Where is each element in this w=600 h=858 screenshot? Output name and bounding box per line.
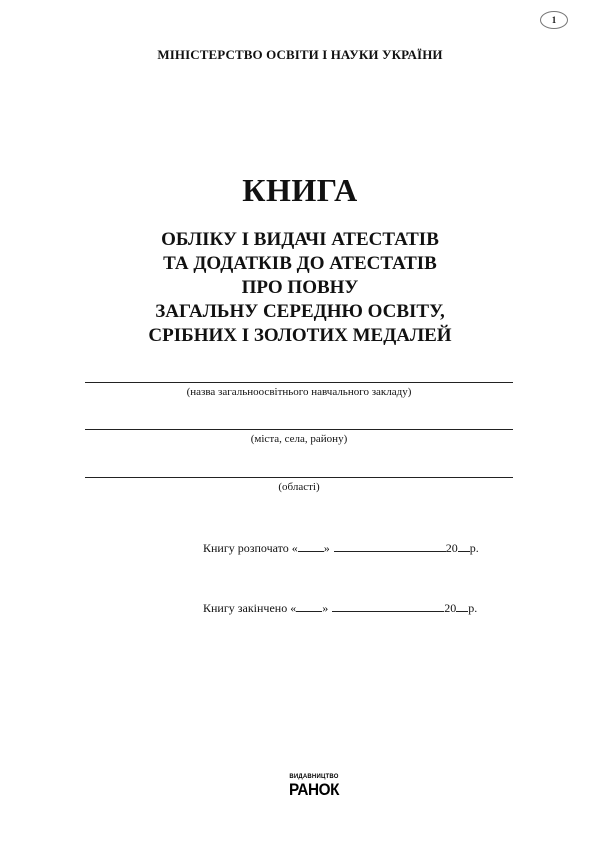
year-blank — [458, 540, 470, 552]
city-village-district-caption: (міста, села, району) — [250, 433, 348, 445]
day-blank — [298, 540, 324, 552]
publisher-logo-name: РАНОК — [289, 780, 339, 799]
year-prefix: 20 — [444, 601, 457, 615]
institution-name-line — [85, 382, 513, 383]
book-subtitle — [0, 228, 600, 348]
month-blank — [332, 600, 444, 612]
subtitle-line: ЗАГАЛЬНУ СЕРЕДНЮ ОСВІТУ, — [155, 301, 445, 322]
subtitle-line: ПРО ПОВНУ — [241, 277, 359, 298]
month-blank — [334, 540, 446, 552]
subtitle-line: СРІБНИХ І ЗОЛОТИХ МЕДАЛЕЙ — [148, 325, 452, 346]
day-blank — [296, 600, 322, 612]
close-quote: » — [322, 601, 329, 615]
ministry-heading: МІНІСТЕРСТВО ОСВІТИ І НАУКИ УКРАЇНИ — [157, 47, 443, 62]
open-quote: « — [290, 601, 297, 615]
region-line — [85, 477, 513, 478]
book-finished-line — [203, 600, 477, 616]
book-started-line — [203, 540, 479, 556]
year-prefix: 20 — [445, 541, 458, 555]
city-village-district-line — [85, 429, 513, 430]
book-started-label: Книгу розпочато — [203, 541, 289, 555]
publisher-logo — [272, 773, 356, 799]
year-blank — [456, 600, 468, 612]
close-quote: » — [323, 541, 330, 555]
publisher-logo-top: ВИДАВНИЦТВО — [289, 774, 339, 780]
book-title: КНИГА — [242, 172, 358, 208]
book-finished-label: Книгу закінчено — [203, 601, 288, 615]
year-suffix: р. — [469, 541, 479, 555]
open-quote: « — [291, 541, 298, 555]
page-number: 1 — [540, 11, 568, 29]
subtitle-line: ОБЛІКУ І ВИДАЧІ АТЕСТАТІВ — [161, 229, 439, 250]
year-suffix: р. — [468, 601, 478, 615]
institution-name-caption: (назва загальноосвітнього навчального закладу) — [186, 386, 412, 398]
region-caption: (області) — [278, 481, 320, 493]
subtitle-line: ТА ДОДАТКІВ ДО АТЕСТАТІВ — [163, 253, 437, 274]
